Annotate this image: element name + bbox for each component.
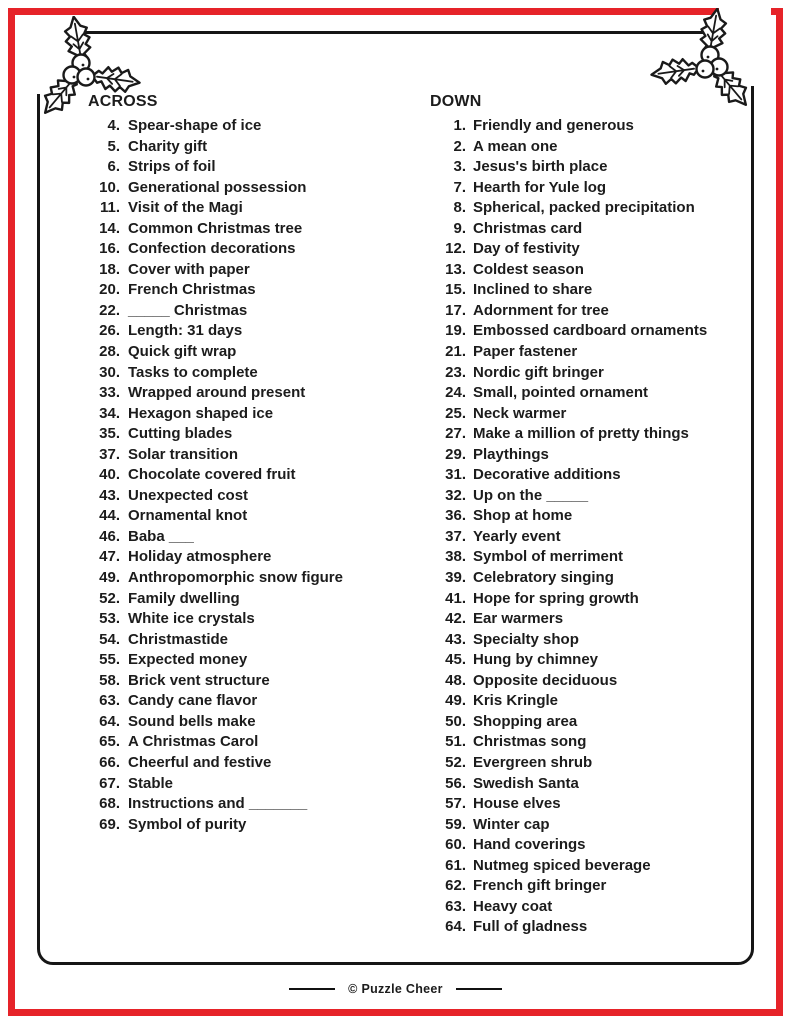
clue-item — [88, 219, 423, 240]
clue-number: 21. — [445, 343, 466, 361]
clue-text: Spherical, packed precipitation — [473, 199, 695, 217]
clue-number: 25. — [445, 404, 466, 422]
clue-number: 18. — [99, 260, 120, 278]
clue-item — [88, 321, 423, 342]
clue-number: 45. — [445, 651, 466, 669]
clue-item — [430, 609, 765, 630]
down-clue-list — [430, 116, 765, 938]
clue-item — [88, 506, 423, 527]
clue-text: Opposite deciduous — [473, 671, 618, 689]
clue-item — [88, 137, 423, 158]
clue-text: Solar transition — [128, 445, 239, 463]
clue-item — [430, 732, 765, 753]
clue-text: Day of festivity — [473, 240, 580, 258]
clue-item — [88, 589, 423, 610]
clue-item — [430, 568, 765, 589]
clue-item — [88, 712, 423, 733]
footer — [0, 978, 791, 1000]
clue-number: 52. — [445, 753, 466, 771]
clue-text: Cutting blades — [128, 425, 233, 443]
clue-number: 60. — [445, 836, 466, 854]
clue-item — [430, 506, 765, 527]
clue-text: Hand coverings — [473, 836, 586, 854]
clue-number: 66. — [99, 753, 120, 771]
clue-item — [430, 876, 765, 897]
clue-number: 28. — [99, 343, 120, 361]
clue-number: 49. — [445, 692, 466, 710]
clue-item — [430, 753, 765, 774]
footer-rule-right — [456, 988, 502, 990]
clue-number: 68. — [99, 795, 120, 813]
clue-number: 19. — [445, 322, 466, 340]
clue-item — [430, 712, 765, 733]
clue-item — [430, 815, 765, 836]
clue-text: Playthings — [473, 445, 549, 463]
clue-text: Heavy coat — [473, 897, 553, 915]
clue-number: 14. — [99, 219, 120, 237]
clue-item — [430, 445, 765, 466]
clue-text: Stable — [128, 774, 174, 792]
clue-text: Spear-shape of ice — [128, 117, 262, 134]
clue-item — [88, 527, 423, 548]
clue-item — [88, 774, 423, 795]
clue-text: Chocolate covered fruit — [128, 466, 296, 484]
clue-number: 44. — [99, 507, 120, 525]
clue-item — [430, 527, 765, 548]
clue-number: 43. — [445, 630, 466, 648]
clue-number: 22. — [99, 301, 120, 319]
clue-text: Generational possession — [128, 178, 307, 196]
clue-text: Hearth for Yule log — [473, 178, 607, 196]
clue-item — [88, 363, 423, 384]
clue-item — [430, 280, 765, 301]
clue-item — [88, 815, 423, 836]
clue-item — [430, 321, 765, 342]
clue-number: 59. — [445, 815, 466, 833]
clue-number: 63. — [445, 897, 466, 915]
clue-item — [430, 424, 765, 445]
clue-item — [88, 198, 423, 219]
clue-item — [88, 794, 423, 815]
clue-text: Hope for spring growth — [473, 589, 639, 607]
clue-number: 62. — [445, 877, 466, 895]
clue-number: 32. — [445, 486, 466, 504]
clue-text: Tasks to complete — [128, 363, 258, 381]
clue-number: 40. — [99, 466, 120, 484]
clue-number: 20. — [99, 281, 120, 299]
clue-text: Sound bells make — [128, 712, 256, 730]
clue-number: 50. — [445, 712, 466, 730]
clue-item — [88, 630, 423, 651]
clue-number: 55. — [99, 651, 120, 669]
clue-item — [430, 239, 765, 260]
clue-item — [88, 650, 423, 671]
clue-number: 15. — [445, 281, 466, 299]
clue-item — [88, 424, 423, 445]
clue-text: Shopping area — [473, 712, 578, 730]
clue-number: 37. — [99, 445, 120, 463]
clue-number: 12. — [445, 240, 466, 258]
clue-item — [88, 465, 423, 486]
clue-number: 16. — [99, 240, 120, 258]
clue-item — [88, 486, 423, 507]
clue-text: A mean one — [473, 137, 558, 155]
clue-text: Unexpected cost — [128, 486, 249, 504]
clue-text: Charity gift — [128, 137, 208, 155]
clue-number: 8. — [453, 199, 466, 217]
clue-item — [430, 198, 765, 219]
clue-number: 51. — [445, 733, 466, 751]
down-heading: DOWN — [430, 93, 482, 110]
clue-text: Ornamental knot — [128, 507, 248, 525]
clue-number: 63. — [99, 692, 120, 710]
clue-text: Paper fastener — [473, 343, 578, 361]
clue-item — [430, 650, 765, 671]
clue-item — [430, 486, 765, 507]
clue-item — [88, 280, 423, 301]
across-heading: ACROSS — [88, 93, 158, 110]
clue-text: Candy cane flavor — [128, 692, 258, 710]
clue-text: Make a million of pretty things — [473, 425, 689, 443]
clue-text: House elves — [473, 795, 561, 813]
clue-item — [430, 794, 765, 815]
clue-number: 64. — [445, 918, 466, 936]
clue-text: Symbol of merriment — [473, 548, 624, 566]
down-section — [430, 94, 765, 938]
clue-item — [430, 363, 765, 384]
clue-number: 67. — [99, 774, 120, 792]
clue-text: Up on the _____ — [473, 486, 589, 504]
clue-item — [430, 897, 765, 918]
clue-item — [430, 671, 765, 692]
clue-number: 30. — [99, 363, 120, 381]
clue-number: 39. — [445, 569, 466, 587]
clue-item — [430, 342, 765, 363]
clue-number: 49. — [99, 569, 120, 587]
clue-item — [430, 856, 765, 877]
clue-number: 2. — [453, 137, 466, 155]
clue-item — [88, 301, 423, 322]
clue-text: Hung by chimney — [473, 651, 599, 669]
clue-text: Celebratory singing — [473, 569, 614, 587]
clue-text: Specialty shop — [473, 630, 579, 648]
across-clue-list — [88, 116, 423, 835]
clue-item — [88, 116, 423, 137]
clue-text: Strips of foil — [128, 158, 216, 176]
clue-number: 65. — [99, 733, 120, 751]
clue-text: Expected money — [128, 651, 248, 669]
clue-text: Length: 31 days — [128, 322, 243, 340]
clue-text: _____ Christmas — [128, 301, 248, 319]
clue-number: 53. — [99, 610, 120, 628]
clue-number: 13. — [445, 260, 466, 278]
clue-item — [430, 589, 765, 610]
clue-item — [88, 383, 423, 404]
clue-number: 10. — [99, 178, 120, 196]
clue-number: 7. — [453, 178, 466, 196]
clue-text: Confection decorations — [128, 240, 296, 258]
clue-text: Christmas song — [473, 733, 587, 751]
clue-item — [88, 547, 423, 568]
clue-text: Swedish Santa — [473, 774, 579, 792]
clue-text: Ear warmers — [473, 610, 564, 628]
clue-text: Cover with paper — [128, 260, 250, 278]
clue-number: 48. — [445, 671, 466, 689]
clue-text: Decorative additions — [473, 466, 621, 484]
clue-item — [88, 609, 423, 630]
clue-text: Christmas card — [473, 219, 583, 237]
clue-text: Shop at home — [473, 507, 573, 525]
clue-text: Winter cap — [473, 815, 550, 833]
clue-item — [88, 260, 423, 281]
clue-item — [88, 404, 423, 425]
clue-item — [430, 383, 765, 404]
clue-item — [430, 835, 765, 856]
clue-text: Inclined to share — [473, 281, 593, 299]
clue-item — [88, 178, 423, 199]
clue-text: Adornment for tree — [473, 301, 609, 319]
clue-number: 52. — [99, 589, 120, 607]
clue-item — [88, 732, 423, 753]
clue-number: 1. — [453, 117, 466, 134]
clue-text: Quick gift wrap — [128, 343, 237, 361]
clue-number: 4. — [107, 117, 120, 134]
clue-number: 47. — [99, 548, 120, 566]
clue-text: Cheerful and festive — [128, 753, 272, 771]
clue-item — [430, 547, 765, 568]
clue-text: Embossed cardboard ornaments — [473, 322, 708, 340]
clue-number: 56. — [445, 774, 466, 792]
clue-item — [430, 157, 765, 178]
clue-number: 27. — [445, 425, 466, 443]
clue-text: Neck warmer — [473, 404, 567, 422]
clue-text: French gift bringer — [473, 877, 607, 895]
clue-item — [88, 568, 423, 589]
clue-number: 42. — [445, 610, 466, 628]
clue-item — [430, 260, 765, 281]
clue-item — [88, 691, 423, 712]
across-section — [88, 94, 423, 835]
clue-number: 29. — [445, 445, 466, 463]
clue-number: 33. — [99, 384, 120, 402]
clue-text: Small, pointed ornament — [473, 384, 649, 402]
clue-number: 69. — [99, 815, 120, 833]
clue-text: Christmastide — [128, 630, 229, 648]
clue-text: Friendly and generous — [473, 117, 634, 134]
clue-item — [430, 404, 765, 425]
clue-item — [430, 116, 765, 137]
clue-number: 6. — [107, 158, 120, 176]
clue-number: 34. — [99, 404, 120, 422]
clue-text: Symbol of purity — [128, 815, 247, 833]
clue-text: Baba ___ — [128, 527, 194, 545]
clue-item — [88, 239, 423, 260]
footer-credit: © Puzzle Cheer — [348, 982, 443, 996]
clue-text: Visit of the Magi — [128, 199, 243, 217]
clue-number: 5. — [107, 137, 120, 155]
clue-item — [88, 342, 423, 363]
clue-number: 26. — [99, 322, 120, 340]
clue-text: Instructions and _______ — [128, 795, 308, 813]
clue-item — [430, 301, 765, 322]
clue-text: Family dwelling — [128, 589, 240, 607]
clue-text: White ice crystals — [128, 610, 255, 628]
clue-item — [430, 691, 765, 712]
clue-number: 3. — [453, 158, 466, 176]
clue-number: 23. — [445, 363, 466, 381]
clue-number: 36. — [445, 507, 466, 525]
clue-item — [430, 465, 765, 486]
clue-item — [430, 630, 765, 651]
clue-text: Kris Kringle — [473, 692, 559, 710]
clue-number: 41. — [445, 589, 466, 607]
clue-item — [430, 774, 765, 795]
clue-text: Anthropomorphic snow figure — [128, 569, 343, 587]
clue-item — [88, 671, 423, 692]
clue-item — [430, 219, 765, 240]
clue-number: 57. — [445, 795, 466, 813]
clue-item — [430, 137, 765, 158]
clue-number: 64. — [99, 712, 120, 730]
clue-text: Common Christmas tree — [128, 219, 303, 237]
clue-number: 54. — [99, 630, 120, 648]
clue-text: Wrapped around present — [128, 384, 306, 402]
clue-number: 9. — [453, 219, 466, 237]
clue-number: 37. — [445, 527, 466, 545]
clue-text: Evergreen shrub — [473, 753, 593, 771]
clue-number: 11. — [99, 199, 120, 217]
clue-text: Full of gladness — [473, 918, 588, 936]
footer-rule-left — [289, 988, 335, 990]
clue-item — [430, 178, 765, 199]
clue-text: Coldest season — [473, 260, 584, 278]
clue-text: Holiday atmosphere — [128, 548, 272, 566]
clue-text: Hexagon shaped ice — [128, 404, 274, 422]
clue-number: 43. — [99, 486, 120, 504]
clue-item — [88, 157, 423, 178]
clue-item — [430, 917, 765, 938]
clue-number: 61. — [445, 856, 466, 874]
clue-text: Jesus's birth place — [473, 158, 608, 176]
clue-number: 46. — [99, 527, 120, 545]
clue-text: Nordic gift bringer — [473, 363, 604, 381]
clue-number: 24. — [445, 384, 466, 402]
clue-number: 31. — [445, 466, 466, 484]
clue-text: Brick vent structure — [128, 671, 270, 689]
clue-text: A Christmas Carol — [128, 733, 259, 751]
clue-text: French Christmas — [128, 281, 256, 299]
clue-item — [88, 753, 423, 774]
clue-number: 38. — [445, 548, 466, 566]
clue-text: Yearly event — [473, 527, 561, 545]
clue-item — [88, 445, 423, 466]
clue-text: Nutmeg spiced beverage — [473, 856, 651, 874]
clue-number: 58. — [99, 671, 120, 689]
clue-number: 35. — [99, 425, 120, 443]
clue-number: 17. — [445, 301, 466, 319]
